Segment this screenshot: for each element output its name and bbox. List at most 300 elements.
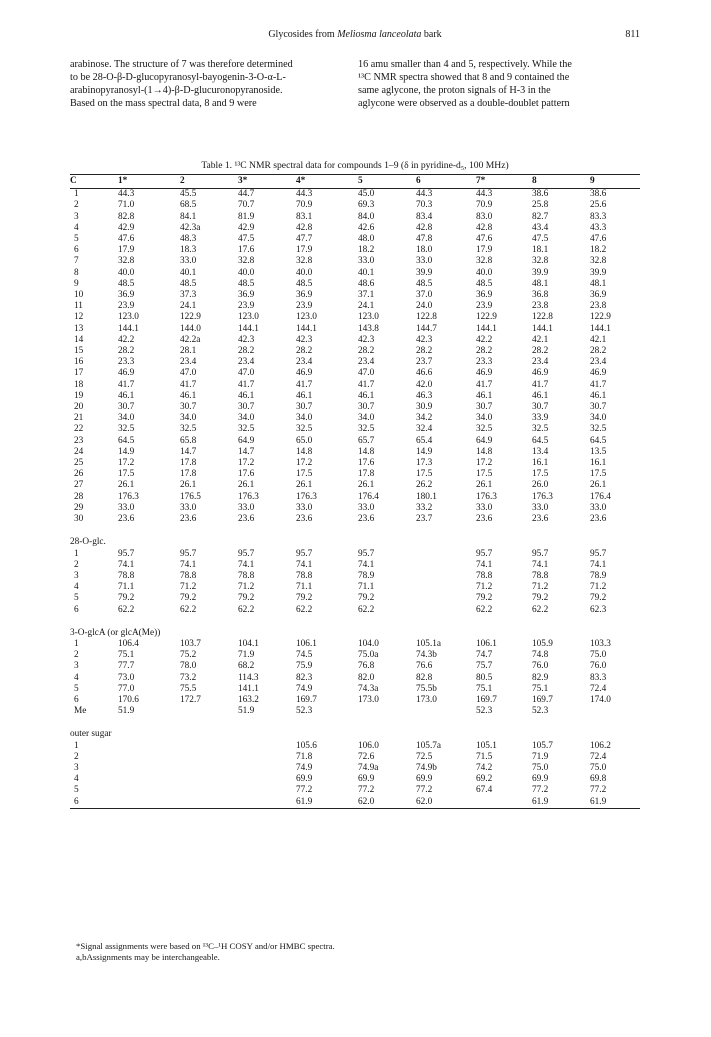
shift-cell: 26.1 — [238, 480, 255, 491]
carbon-label: 6 — [70, 797, 118, 809]
text-line: to be 28-O-β-D-glucopyranosyl-bayogenin-3-O-α-L- — [70, 72, 286, 83]
shift-cell: 26.1 — [296, 480, 313, 491]
shift-cell: 32.5 — [532, 424, 549, 435]
carbon-label: 26 — [74, 469, 84, 480]
shift-cell: 114.3 — [238, 672, 259, 683]
shift-cell: 17.5 — [416, 469, 433, 480]
shift-cell: 43.3 — [590, 222, 607, 233]
shift-cell: 36.9 — [590, 290, 607, 301]
shift-cell: 62.2 — [532, 604, 549, 615]
shift-cell: 48.6 — [358, 278, 375, 289]
shift-cell — [180, 752, 238, 763]
shift-cell: 106.0 — [358, 740, 379, 751]
shift-cell: 36.8 — [532, 290, 549, 301]
table-row — [70, 492, 640, 503]
shift-cell: 33.9 — [532, 413, 549, 424]
shift-cell: 33.0 — [180, 502, 197, 513]
shift-cell: 17.2 — [476, 458, 493, 469]
table-row — [70, 234, 640, 245]
carbon-label: 5 — [74, 593, 79, 604]
shift-cell: 172.7 — [180, 694, 201, 705]
shift-cell: 105.9 — [532, 638, 553, 649]
shift-cell: 17.2 — [238, 458, 255, 469]
shift-cell: 32.8 — [296, 256, 313, 267]
shift-cell: 28.1 — [180, 346, 197, 357]
shift-cell: 74.9b — [416, 762, 437, 773]
table-row — [70, 256, 640, 267]
shift-cell: 32.8 — [118, 256, 135, 267]
shift-cell: 95.7 — [238, 548, 255, 559]
shift-cell — [238, 763, 296, 774]
shift-cell: 47.6 — [590, 234, 607, 245]
shift-cell: 32.4 — [416, 424, 433, 435]
shift-cell: 17.5 — [118, 469, 135, 480]
shift-cell — [180, 785, 238, 796]
shift-cell: 71.2 — [532, 582, 549, 593]
shift-cell: 103.7 — [180, 638, 201, 649]
shift-cell — [180, 774, 238, 785]
shift-cell: 106.2 — [590, 740, 611, 751]
shift-cell: 42.1 — [532, 334, 549, 345]
table-row — [70, 593, 640, 604]
shift-cell: 33.0 — [532, 502, 549, 513]
carbon-label: 21 — [74, 413, 84, 424]
shift-cell: 78.9 — [590, 570, 607, 581]
shift-cell: 75.0 — [590, 650, 607, 661]
shift-cell: 69.8 — [590, 774, 607, 785]
shift-cell — [238, 741, 296, 752]
table-row — [70, 245, 640, 256]
shift-cell: 46.9 — [118, 368, 135, 379]
shift-cell: 83.1 — [296, 211, 313, 222]
shift-cell: 68.5 — [180, 200, 197, 211]
shift-cell: 37.0 — [416, 290, 433, 301]
shift-cell: 23.9 — [238, 301, 255, 312]
column-header: 1* — [118, 175, 180, 189]
table-row — [70, 695, 640, 706]
column-header: 2 — [180, 175, 238, 189]
shift-cell: 14.7 — [180, 446, 197, 457]
shift-cell: 17.5 — [476, 469, 493, 480]
shift-cell: 42.9 — [238, 222, 255, 233]
carbon-label: 8 — [74, 267, 79, 278]
shift-cell: 42.8 — [296, 222, 313, 233]
shift-cell: 17.8 — [180, 458, 197, 469]
shift-cell: 44.3 — [476, 189, 493, 200]
shift-cell: 23.6 — [358, 514, 375, 525]
shift-cell: 64.9 — [476, 435, 493, 446]
shift-cell: 47.0 — [358, 368, 375, 379]
shift-cell: 173.0 — [358, 694, 379, 705]
shift-cell: 75.1 — [532, 683, 549, 694]
shift-cell: 25.6 — [590, 200, 607, 211]
column-header: 4* — [296, 175, 358, 189]
shift-cell: 64.9 — [238, 435, 255, 446]
shift-cell: 144.1 — [590, 323, 611, 334]
carbon-label: 3 — [74, 211, 79, 222]
carbon-label: 4 — [74, 774, 79, 785]
shift-cell: 36.9 — [238, 290, 255, 301]
carbon-label: 29 — [74, 502, 84, 513]
carbon-label: 2 — [74, 559, 79, 570]
shift-cell: 106.1 — [476, 638, 497, 649]
shift-cell: 95.7 — [180, 548, 197, 559]
shift-cell: 76.0 — [590, 661, 607, 672]
carbon-label: 27 — [74, 480, 84, 491]
text-line: same aglycone, the proton signals of H-3 in the — [358, 85, 551, 96]
table-caption: Table 1. ¹³C NMR spectral data for compounds 1–9 (δ in pyridine-d₅, 100 MHz) — [201, 160, 509, 171]
table-row — [70, 560, 640, 571]
shift-cell: 30.7 — [118, 402, 135, 413]
shift-cell: 64.5 — [118, 435, 135, 446]
shift-cell: 180.1 — [416, 491, 437, 502]
shift-cell: 24.1 — [180, 301, 197, 312]
table-row — [70, 774, 640, 785]
shift-cell: 68.2 — [238, 661, 255, 672]
shift-cell: 45.0 — [358, 189, 375, 200]
shift-cell — [118, 797, 180, 809]
shift-cell: 26.1 — [590, 480, 607, 491]
carbon-label: 16 — [74, 357, 84, 368]
shift-cell: 122.8 — [532, 312, 553, 323]
shift-cell: 76.8 — [358, 661, 375, 672]
carbon-label: 4 — [74, 582, 79, 593]
shift-cell: 95.7 — [358, 548, 375, 559]
shift-cell: 23.6 — [476, 514, 493, 525]
shift-cell: 41.7 — [296, 379, 313, 390]
shift-cell: 46.1 — [532, 390, 549, 401]
shift-cell: 105.1a — [416, 638, 442, 649]
shift-cell: 41.7 — [590, 379, 607, 390]
carbon-label: 25 — [74, 458, 84, 469]
shift-cell: 46.1 — [296, 390, 313, 401]
shift-cell: 42.9 — [118, 222, 135, 233]
shift-cell: 65.4 — [416, 435, 433, 446]
shift-cell: 62.2 — [296, 604, 313, 615]
shift-cell: 23.7 — [416, 514, 433, 525]
shift-cell: 23.6 — [238, 514, 255, 525]
shift-cell: 42.3a — [180, 222, 201, 233]
page-number: 811 — [625, 29, 640, 40]
carbon-label: 10 — [74, 290, 84, 301]
shift-cell: 42.8 — [416, 222, 433, 233]
carbon-label: 2 — [74, 751, 79, 762]
shift-cell: 30.9 — [416, 402, 433, 413]
carbon-label: 11 — [74, 301, 83, 312]
shift-cell: 14.9 — [118, 446, 135, 457]
shift-cell: 75.1 — [476, 683, 493, 694]
running-title-species: Meliosma lanceolata — [337, 29, 422, 40]
shift-cell — [416, 605, 476, 616]
shift-cell: 62.0 — [416, 797, 476, 809]
shift-cell: 79.2 — [476, 593, 493, 604]
table-row — [70, 571, 640, 582]
shift-cell — [238, 785, 296, 796]
shift-cell: 33.0 — [476, 502, 493, 513]
shift-cell: 62.2 — [118, 604, 135, 615]
shift-cell: 71.9 — [238, 650, 255, 661]
shift-cell: 79.2 — [180, 593, 197, 604]
carbon-label: 3 — [74, 661, 79, 672]
shift-cell: 41.7 — [358, 379, 375, 390]
shift-cell: 26.0 — [532, 480, 549, 491]
shift-cell: 30.7 — [180, 402, 197, 413]
shift-cell: 74.1 — [118, 559, 135, 570]
table-row — [70, 582, 640, 593]
shift-cell: 143.8 — [358, 323, 379, 334]
shift-cell: 32.8 — [476, 256, 493, 267]
shift-cell: 77.2 — [532, 785, 549, 796]
shift-cell: 78.8 — [180, 570, 197, 581]
shift-cell: 36.9 — [118, 290, 135, 301]
shift-cell: 38.6 — [590, 189, 607, 200]
carbon-label: 30 — [74, 514, 84, 525]
shift-cell: 23.3 — [476, 357, 493, 368]
shift-cell — [238, 797, 296, 809]
shift-cell: 78.8 — [238, 570, 255, 581]
shift-cell: 17.9 — [296, 245, 313, 256]
shift-cell: 106.1 — [296, 638, 317, 649]
shift-cell: 70.9 — [296, 200, 313, 211]
shift-cell: 28.2 — [416, 346, 433, 357]
shift-cell: 123.0 — [238, 312, 259, 323]
shift-cell: 34.0 — [358, 413, 375, 424]
shift-cell: 46.9 — [476, 368, 493, 379]
shift-cell: 74.1 — [358, 559, 375, 570]
shift-cell — [476, 797, 532, 809]
shift-cell: 48.3 — [180, 234, 197, 245]
shift-cell: 122.9 — [476, 312, 497, 323]
shift-cell: 176.3 — [296, 491, 317, 502]
shift-cell: 72.5 — [416, 751, 433, 762]
shift-cell: 36.9 — [476, 290, 493, 301]
shift-cell: 41.7 — [476, 379, 493, 390]
shift-cell: 32.8 — [238, 256, 255, 267]
shift-cell: 123.0 — [118, 312, 139, 323]
table-row — [70, 357, 640, 368]
shift-cell: 70.3 — [416, 200, 433, 211]
shift-cell: 48.5 — [416, 278, 433, 289]
shift-cell: 17.2 — [296, 458, 313, 469]
shift-cell: 48.1 — [532, 278, 549, 289]
shift-cell: 23.4 — [296, 357, 313, 368]
shift-cell: 74.9 — [296, 683, 313, 694]
shift-cell: 69.9 — [416, 774, 433, 785]
carbon-label: 9 — [74, 278, 79, 289]
shift-cell: 71.2 — [476, 582, 493, 593]
shift-cell: 74.9 — [296, 762, 313, 773]
shift-cell: 79.2 — [238, 593, 255, 604]
table-row — [70, 279, 640, 290]
running-title — [70, 29, 640, 40]
carbon-label: 4 — [74, 222, 79, 233]
shift-cell: 47.0 — [180, 368, 197, 379]
column-header: 3* — [238, 175, 296, 189]
shift-cell: 44.3 — [296, 189, 313, 200]
shift-cell — [416, 706, 476, 717]
shift-cell: 47.6 — [118, 234, 135, 245]
shift-cell: 52.3 — [532, 706, 549, 717]
table-row — [70, 684, 640, 695]
shift-cell: 23.3 — [118, 357, 135, 368]
table-row — [70, 380, 640, 391]
carbon-label: 24 — [74, 446, 84, 457]
shift-cell — [416, 571, 476, 582]
shift-cell: 18.0 — [416, 245, 433, 256]
shift-cell: 16.1 — [532, 458, 549, 469]
carbon-label: 28 — [74, 491, 84, 502]
shift-cell: 62.3 — [590, 604, 607, 615]
shift-cell: 47.5 — [532, 234, 549, 245]
shift-cell — [118, 763, 180, 774]
shift-cell: 37.1 — [358, 290, 375, 301]
shift-cell: 32.5 — [180, 424, 197, 435]
shift-cell: 83.0 — [476, 211, 493, 222]
shift-cell — [416, 549, 476, 560]
shift-cell — [180, 706, 238, 717]
shift-cell: 163.2 — [238, 694, 259, 705]
shift-cell: 78.8 — [476, 570, 493, 581]
shift-cell: 82.7 — [532, 211, 549, 222]
table-row — [70, 706, 640, 717]
table-row — [70, 549, 640, 560]
carbon-label: 17 — [74, 368, 84, 379]
shift-cell: 34.0 — [238, 413, 255, 424]
shift-cell: 122.8 — [416, 312, 437, 323]
shift-cell: 77.0 — [118, 683, 135, 694]
carbon-label: 6 — [74, 245, 79, 256]
shift-cell: 17.6 — [358, 458, 375, 469]
shift-cell: 103.3 — [590, 638, 611, 649]
shift-cell: 76.6 — [416, 661, 433, 672]
shift-cell: 106.4 — [118, 638, 139, 649]
column-header: 7* — [476, 175, 532, 189]
shift-cell: 77.2 — [296, 785, 313, 796]
shift-cell: 95.7 — [296, 548, 313, 559]
table-row — [70, 200, 640, 211]
shift-cell: 42.3 — [238, 334, 255, 345]
shift-cell: 32.8 — [590, 256, 607, 267]
shift-cell: 78.0 — [180, 661, 197, 672]
shift-cell: 40.1 — [358, 267, 375, 278]
carbon-label: 7 — [74, 256, 79, 267]
table-row — [70, 312, 640, 323]
shift-cell: 14.9 — [416, 446, 433, 457]
section-title: 28-O-glc. — [70, 537, 106, 548]
shift-cell: 65.0 — [296, 435, 313, 446]
shift-cell: 33.0 — [180, 256, 197, 267]
shift-cell: 30.7 — [238, 402, 255, 413]
shift-cell: 74.1 — [590, 559, 607, 570]
shift-cell: 40.0 — [296, 267, 313, 278]
shift-cell: 23.4 — [238, 357, 255, 368]
left-column — [70, 58, 344, 110]
shift-cell: 71.0 — [118, 200, 135, 211]
table-row — [70, 346, 640, 357]
carbon-label: 19 — [74, 390, 84, 401]
shift-cell: 33.0 — [358, 502, 375, 513]
table-row — [70, 223, 640, 234]
shift-cell: 95.7 — [532, 548, 549, 559]
table-row — [70, 290, 640, 301]
shift-cell: 75.1 — [118, 650, 135, 661]
shift-cell: 32.5 — [476, 424, 493, 435]
shift-cell: 74.5 — [296, 650, 313, 661]
shift-cell: 169.7 — [476, 694, 497, 705]
column-header: 8 — [532, 175, 590, 189]
shift-cell: 42.3 — [416, 334, 433, 345]
table-row — [70, 368, 640, 379]
section-title: 3-O-glcA (or glcA(Me)) — [70, 627, 161, 638]
shift-cell — [180, 797, 238, 809]
table-row — [70, 212, 640, 223]
shift-cell: 83.4 — [416, 211, 433, 222]
shift-cell: 32.5 — [118, 424, 135, 435]
shift-cell: 42.3 — [358, 334, 375, 345]
shift-cell: 48.0 — [358, 234, 375, 245]
shift-cell: 176.4 — [358, 491, 379, 502]
shift-cell: 74.2 — [476, 762, 493, 773]
shift-cell — [118, 785, 180, 796]
shift-cell: 79.2 — [532, 593, 549, 604]
shift-cell: 169.7 — [532, 694, 553, 705]
shift-cell: 80.5 — [476, 672, 493, 683]
shift-cell: 28.2 — [476, 346, 493, 357]
shift-cell: 23.8 — [532, 301, 549, 312]
table-row — [70, 503, 640, 514]
shift-cell: 30.7 — [476, 402, 493, 413]
shift-cell: 79.2 — [358, 593, 375, 604]
shift-cell: 46.9 — [296, 368, 313, 379]
table-row — [70, 391, 640, 402]
shift-cell: 81.9 — [238, 211, 255, 222]
table-row — [70, 424, 640, 435]
shift-cell: 47.7 — [296, 234, 313, 245]
shift-cell: 46.3 — [416, 390, 433, 401]
shift-cell: 74.3b — [416, 650, 437, 661]
shift-cell: 79.2 — [118, 593, 135, 604]
shift-cell: 46.1 — [118, 390, 135, 401]
table-row — [70, 301, 640, 312]
table-row — [70, 514, 640, 525]
shift-cell: 17.6 — [238, 469, 255, 480]
shift-cell: 45.5 — [180, 189, 197, 200]
shift-cell: 17.5 — [296, 469, 313, 480]
shift-cell: 32.5 — [238, 424, 255, 435]
shift-cell: 41.7 — [532, 379, 549, 390]
shift-cell: 61.9 — [532, 797, 590, 809]
shift-cell: 71.1 — [296, 582, 313, 593]
shift-cell: 23.4 — [590, 357, 607, 368]
shift-cell: 42.1 — [590, 334, 607, 345]
shift-cell — [416, 593, 476, 604]
shift-cell: 26.2 — [416, 480, 433, 491]
shift-cell: 23.7 — [416, 357, 433, 368]
shift-cell: 122.9 — [180, 312, 201, 323]
shift-cell: 71.5 — [476, 751, 493, 762]
shift-cell: 47.6 — [476, 234, 493, 245]
shift-cell: 41.7 — [238, 379, 255, 390]
text-line: ¹³C NMR spectra showed that 8 and 9 contained the — [358, 72, 570, 83]
shift-cell: 44.3 — [416, 189, 433, 200]
shift-cell: 75.0a — [358, 650, 379, 661]
shift-cell: 77.2 — [358, 785, 375, 796]
shift-cell: 82.8 — [118, 211, 135, 222]
table-row — [70, 189, 640, 201]
shift-cell: 64.5 — [590, 435, 607, 446]
table-row — [70, 469, 640, 480]
section-header-row — [70, 717, 640, 740]
